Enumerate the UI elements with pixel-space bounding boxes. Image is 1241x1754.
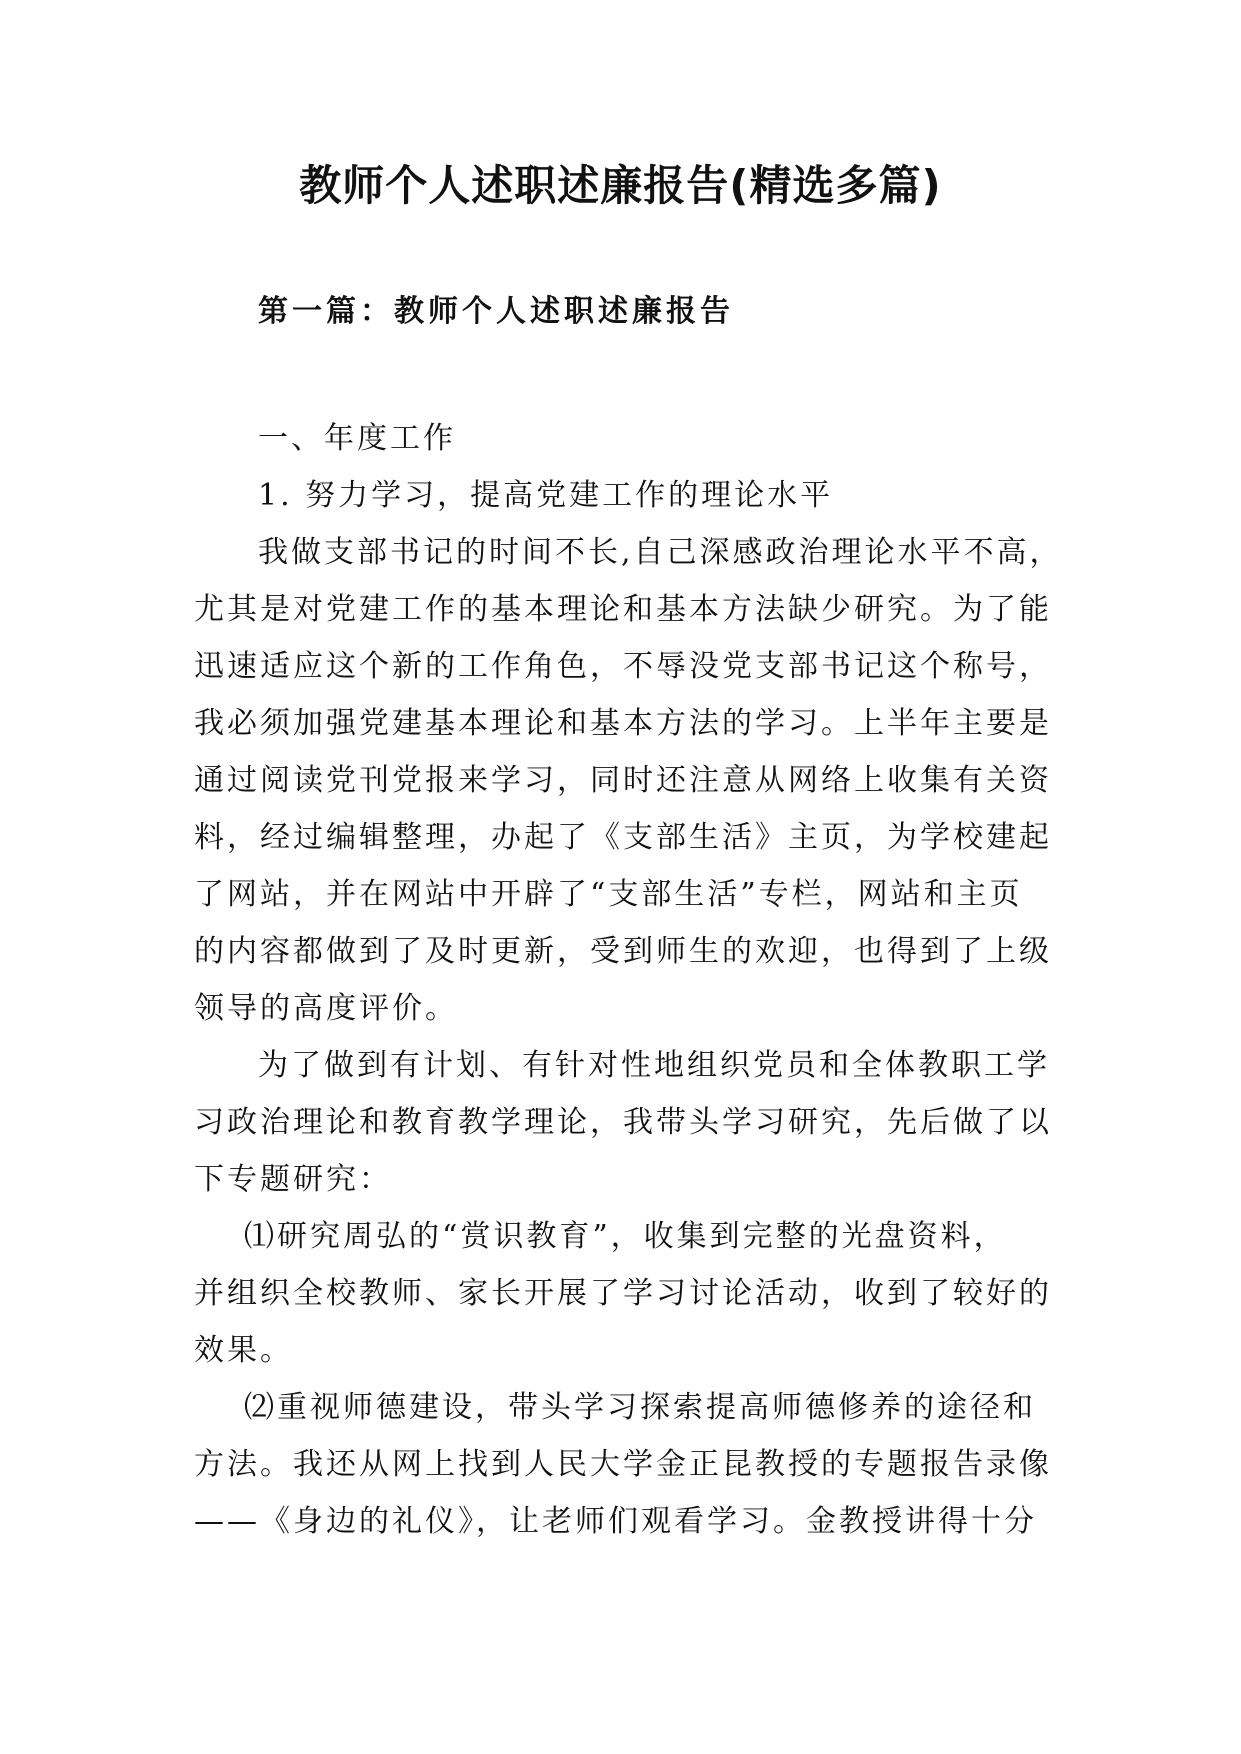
paragraph-line: 领导的高度评价。: [194, 991, 458, 1026]
paragraph-line: 为了做到有计划、有针对性地组织党员和全体教职工学: [258, 1048, 1050, 1083]
paragraph-line: ⑴研究周弘的“赏识教育”，收集到完整的光盘资料，: [244, 1219, 1007, 1254]
paragraph-line: ——《身边的礼仪》，让老师们观看学习。金教授讲得十分: [194, 1504, 1037, 1539]
paragraph-line: 尤其是对党建工作的基本理论和基本方法缺少研究。为了能: [194, 592, 1052, 627]
document-title: 教师个人述职述廉报告(精选多篇): [299, 161, 942, 210]
paragraph-line: 习政治理论和教育教学理论，我带头学习研究，先后做了以: [194, 1105, 1052, 1140]
paragraph-line: 并组织全校教师、家长开展了学习讨论活动，收到了较好的: [194, 1276, 1052, 1311]
paragraph-line: 料，经过编辑整理，办起了《支部生活》主页，为学校建起: [194, 820, 1052, 855]
paragraph-line: 下专题研究：: [194, 1162, 392, 1197]
paragraph-line: 1. 努力学习，提高党建工作的理论水平: [258, 478, 834, 513]
paragraph-line: 一、年度工作: [258, 421, 456, 456]
paragraph-line: 通过阅读党刊党报来学习，同时还注意从网络上收集有关资: [194, 763, 1052, 798]
paragraph-line: 了网站，并在网站中开辟了“支部生活”专栏，网站和主页: [194, 877, 1023, 912]
document-body: [194, 410, 1063, 1550]
paragraph-line: 我必须加强党建基本理论和基本方法的学习。上半年主要是: [194, 706, 1052, 741]
paragraph-line: 效果。: [194, 1333, 293, 1368]
paragraph-line: 迅速适应这个新的工作角色，不辱没党支部书记这个称号，: [194, 649, 1052, 684]
section-heading: 第一篇：教师个人述职述廉报告: [258, 294, 734, 329]
paragraph-line: ⑵重视师德建设，带头学习探索提高师德修养的途径和: [244, 1390, 1036, 1425]
paragraph-line: 方法。我还从网上找到人民大学金正昆教授的专题报告录像: [194, 1447, 1052, 1482]
paragraph-line: 的内容都做到了及时更新，受到师生的欢迎，也得到了上级: [194, 934, 1052, 969]
paragraph-line: 我做支部书记的时间不长,自己深感政治理论水平不高，: [258, 535, 1063, 570]
